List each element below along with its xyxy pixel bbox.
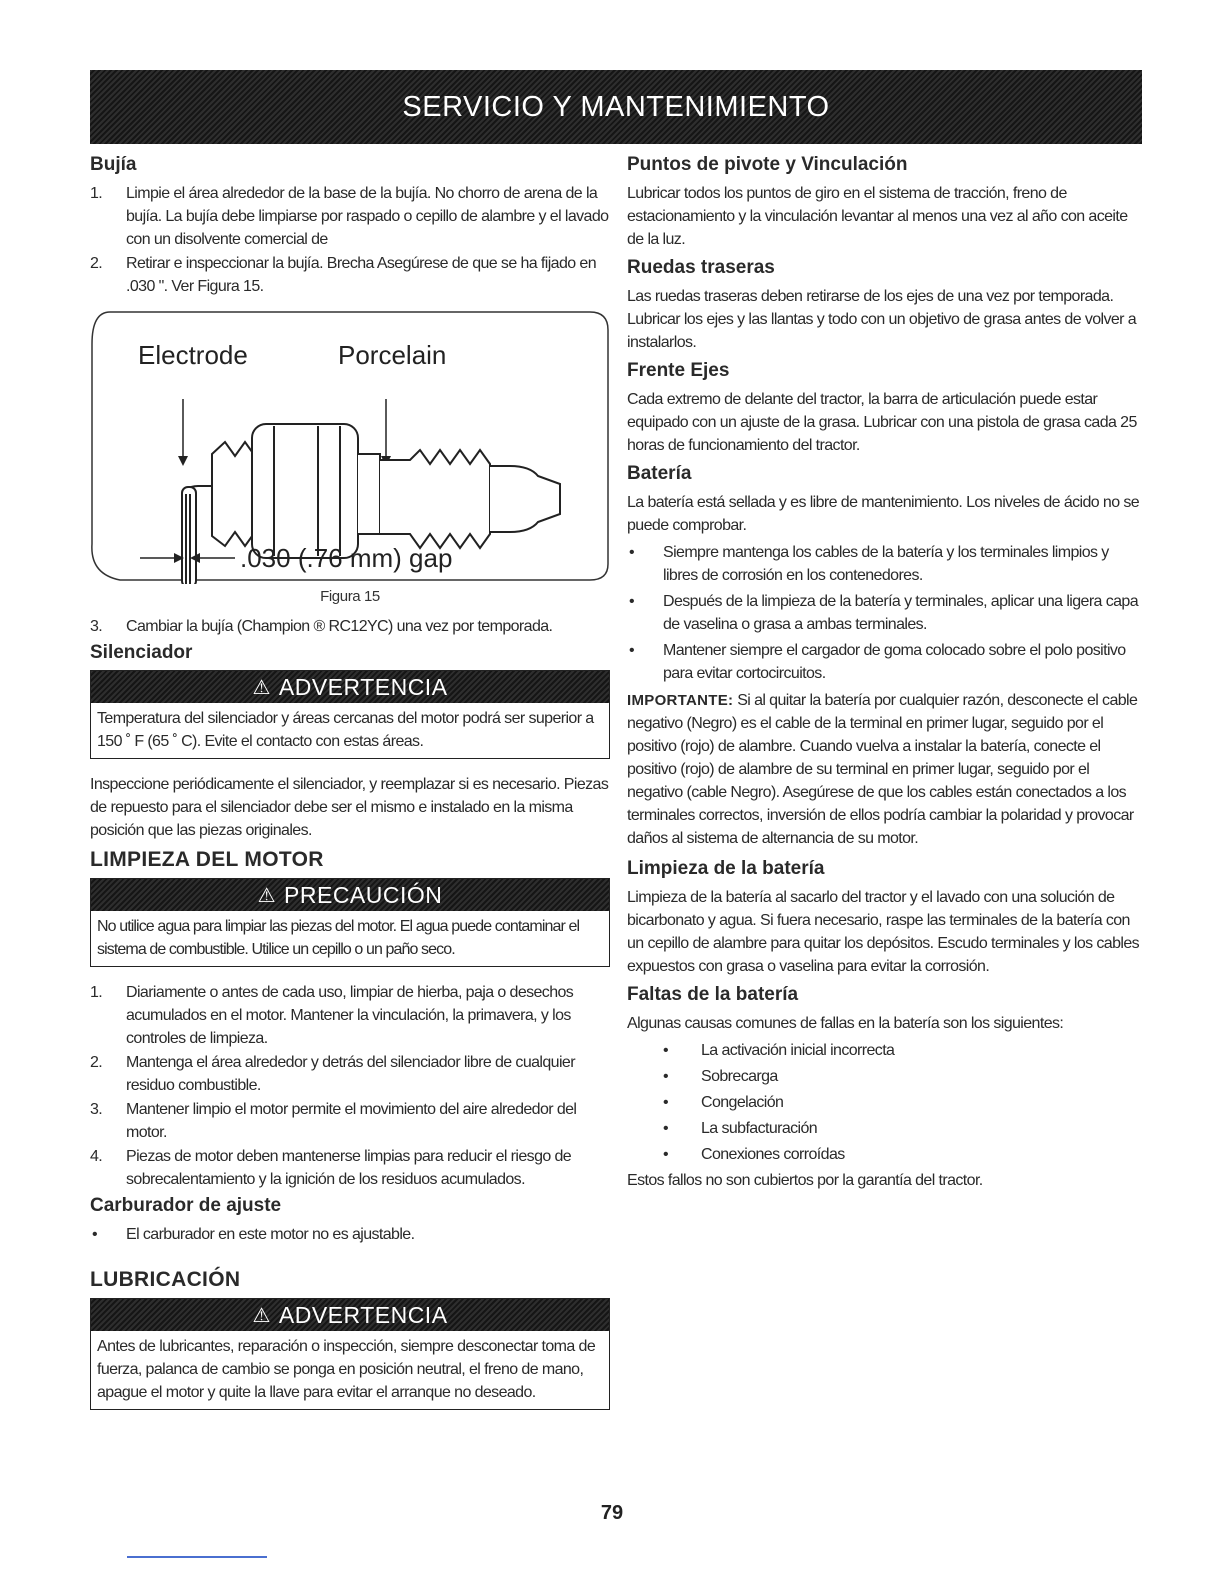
bullet-icon: • <box>663 1042 669 1059</box>
list-item <box>627 1065 1147 1088</box>
item-number: 2. <box>90 1054 103 1071</box>
item-number: 2. <box>90 255 103 272</box>
bujia-step-3 <box>90 615 610 638</box>
page-header-banner <box>90 70 1142 144</box>
warning-header <box>91 1299 609 1331</box>
limpieza-bateria-body: Limpieza de la batería al sacarlo del tractor y el lavado con una solución de bicarbonato y agua. Si fuera necesario, raspe las terminales de la batería con un cepillo de alambre para quitar los depósitos. Escudo terminales y los cables expuestos con grasa o vaselina para evitar la corrosión. <box>627 889 1140 975</box>
section-title-bujia: Bujía <box>90 154 137 175</box>
right-column <box>627 150 1147 1192</box>
warning-icon: ⚠ <box>257 884 277 907</box>
list-item <box>90 1098 610 1144</box>
item-text: Congelación <box>701 1094 784 1111</box>
engine-caution-box <box>90 878 610 967</box>
item-text: Sobrecarga <box>701 1068 778 1085</box>
list-item <box>90 1051 610 1097</box>
caution-text: No utilice agua para limpiar las piezas del motor. El agua puede contaminar el sistema de combustible. Utilice un cepillo o un paño seco. <box>97 918 580 958</box>
warning-label: ADVERTENCIA <box>278 673 448 700</box>
footer-rule <box>127 1556 267 1558</box>
section-title-faltas: Faltas de la batería <box>627 984 799 1005</box>
spark-plug-figure <box>90 304 610 584</box>
carburador-list <box>90 1223 610 1246</box>
bullet-icon: • <box>663 1146 669 1163</box>
item-number: 3. <box>90 618 103 635</box>
frente-body: Cada extremo de delante del tractor, la barra de articulación puede estar equipado con un ajuste de la grasa. Lubricar con una pistola de grasa cada 25 horas de funcionamiento del tractor. <box>627 391 1137 454</box>
gap-label: .030 (.76 mm) gap <box>240 543 453 573</box>
item-text: Después de la limpieza de la batería y terminales, aplicar una ligera capa de vaselina o grasa a ambas terminales. <box>663 593 1138 633</box>
section-title-limpieza-bateria: Limpieza de la batería <box>627 858 825 879</box>
bullet-icon: • <box>629 544 635 561</box>
limpieza-steps <box>90 981 610 1191</box>
bateria-bullets <box>627 541 1147 685</box>
figure-caption: Figura 15 <box>320 588 380 605</box>
item-text: La subfacturación <box>701 1120 818 1137</box>
bateria-body: La batería está sellada y es libre de mantenimiento. Los niveles de ácido no se puede comprobar. <box>627 494 1140 534</box>
item-text: Mantenga el área alrededor y detrás del silenciador libre de cualquier residuo combustible. <box>126 1054 575 1094</box>
section-title-carburador: Carburador de ajuste <box>90 1195 282 1216</box>
list-item <box>627 639 1147 685</box>
electrode-arrowhead <box>178 456 188 466</box>
section-title-pivote: Puntos de pivote y Vinculación <box>627 154 908 175</box>
caution-header <box>91 879 609 911</box>
item-text: Mantener siempre el cargador de goma colocado sobre el polo positivo para evitar cortocircuitos. <box>663 642 1126 682</box>
item-text: Siempre mantenga los cables de la batería y los terminales limpios y libres de corrosión en los contenedores. <box>663 544 1109 584</box>
lubrication-warning-box <box>90 1298 610 1410</box>
item-text: Retirar e inspeccionar la bujía. Brecha Asegúrese de que se ha fijado en .030 ". Ver Figura 15. <box>126 255 597 295</box>
item-text: Conexiones corroídas <box>701 1146 845 1163</box>
warning-label: ADVERTENCIA <box>278 1301 448 1328</box>
page-title: SERVICIO Y MANTENIMIENTO <box>402 90 830 123</box>
important-note <box>627 689 1147 850</box>
item-text: El carburador en este motor no es ajustable. <box>126 1226 415 1243</box>
section-title-ruedas: Ruedas traseras <box>627 257 775 278</box>
section-title-lubricacion: LUBRICACIÓN <box>90 1268 241 1291</box>
section-title-bateria: Batería <box>627 463 692 484</box>
ruedas-body: Las ruedas traseras deben retirarse de los ejes de una vez por temporada. Lubricar los ejes y las llantas y todo con un objetivo de grasa antes de volver a instalarlos. <box>627 288 1137 351</box>
item-text: Mantener limpio el motor permite el movimiento del aire alrededor del motor. <box>126 1101 577 1141</box>
warning-icon: ⚠ <box>252 676 271 699</box>
silenciador-body: Inspeccione periódicamente el silenciador, y reemplazar si es necesario. Piezas de repuesto para el silenciador debe ser el mismo e instalado en la misma posición que las piezas originales. <box>90 776 609 839</box>
section-title-silenciador: Silenciador <box>90 642 193 663</box>
warning-text: Antes de lubricantes, reparación o inspección, siempre desconectar toma de fuerza, palanca de cambio se ponga en posición neutral, el freno de mano, apague el motor y quite la llave para evitar el arranque no deseado. <box>97 1338 596 1401</box>
item-number: 1. <box>90 984 103 1001</box>
left-column <box>90 150 610 1424</box>
faltas-bullets <box>627 1039 1147 1166</box>
list-item <box>90 615 610 638</box>
warning-text: Temperatura del silenciador y áreas cercanas del motor podrá ser superior a 150 ˚ F (65 ˚ C). Evite el contacto con estas áreas. <box>97 710 594 750</box>
warning-icon: ⚠ <box>252 1304 271 1327</box>
item-text: La activación inicial incorrecta <box>701 1042 895 1059</box>
list-item <box>627 1039 1147 1062</box>
item-text: Limpie el área alrededor de la base de la bujía. No chorro de arena de la bujía. La bujía debe limpiarse por raspado o cepillo de alambre y el lavado con un disolvente comercial de <box>126 185 609 248</box>
item-number: 1. <box>90 185 103 202</box>
bullet-icon: • <box>629 593 635 610</box>
item-number: 4. <box>90 1148 103 1165</box>
item-text: Diariamente o antes de cada uso, limpiar de hierba, paja o desechos acumulados en el motor. Mantener la vinculación, la primavera, y los controles de limpieza. <box>126 984 574 1047</box>
important-label: IMPORTANTE: <box>627 692 734 709</box>
section-title-limpieza-motor: LIMPIEZA DEL MOTOR <box>90 848 324 871</box>
list-item <box>90 1223 610 1246</box>
list-item <box>627 590 1147 636</box>
list-item <box>90 981 610 1050</box>
item-text: Piezas de motor deben mantenerse limpias para reducir el riesgo de sobrecalentamiento y la ignición de los residuos acumulados. <box>126 1148 572 1188</box>
section-title-frente: Frente Ejes <box>627 360 730 381</box>
bullet-icon: • <box>629 642 635 659</box>
page-number: 79 <box>600 1502 624 1524</box>
bullet-icon: • <box>663 1068 669 1085</box>
list-item <box>90 1145 610 1191</box>
bullet-icon: • <box>92 1226 98 1243</box>
porcelain-label: Porcelain <box>338 340 447 370</box>
muffler-warning-box <box>90 670 610 759</box>
warning-header <box>91 671 609 703</box>
bullet-icon: • <box>663 1094 669 1111</box>
list-item <box>90 182 610 251</box>
list-item <box>627 541 1147 587</box>
item-number: 3. <box>90 1101 103 1118</box>
faltas-outro: Estos fallos no son cubiertos por la garantía del tractor. <box>627 1172 983 1189</box>
pivote-body: Lubricar todos los puntos de giro en el sistema de tracción, freno de estacionamiento y la vinculación levantar al menos una vez al año con aceite de la luz. <box>627 185 1128 248</box>
spark-plug-diagram <box>90 304 610 584</box>
list-item <box>627 1091 1147 1114</box>
list-item <box>627 1143 1147 1166</box>
bujia-steps <box>90 182 610 298</box>
important-text: Si al quitar la batería por cualquier razón, desconecte el cable negativo (Negro) es el cable de la terminal en primer lugar, seguido por el positivo (rojo) de alambre. Cuando vuelva a instalar la batería, conecte el positivo (rojo) de alambre de su terminal en primer lugar, seguido por el negativo (cable Negro). Asegúrese de que los cables están conectados a los terminales correctos, inversión de ellos podría cambiar la polaridad y provocar daños al sistema de alternancia de su motor. <box>627 692 1138 847</box>
electrode-label: Electrode <box>138 340 248 370</box>
faltas-intro: Algunas causas comunes de fallas en la batería son los siguientes: <box>627 1015 1064 1032</box>
item-text: Cambiar la bujía (Champion ® RC12YC) una vez por temporada. <box>126 618 553 635</box>
list-item <box>90 252 610 298</box>
bullet-icon: • <box>663 1120 669 1137</box>
caution-label: PRECAUCIÓN <box>284 881 443 908</box>
list-item <box>627 1117 1147 1140</box>
